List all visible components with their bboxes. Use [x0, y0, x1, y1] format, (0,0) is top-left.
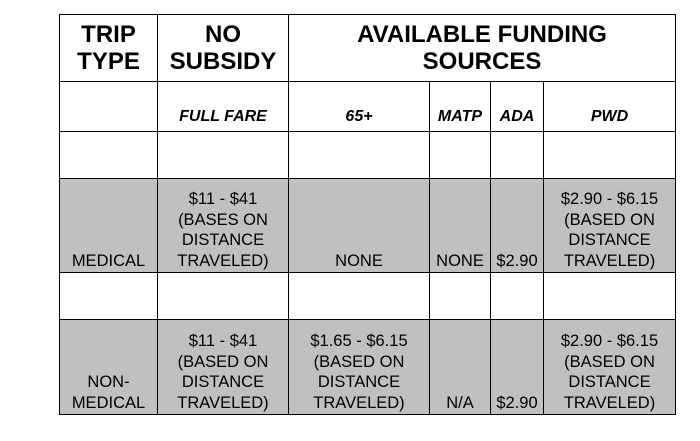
medical-pwd: $2.90 - $6.15 (BASED ON DISTANCE TRAVELED) [544, 179, 676, 273]
non-medical-trip-type: NON- MEDICAL [60, 320, 158, 415]
header-trip-type: TRIP TYPE [60, 15, 158, 82]
medical-trip-type: MEDICAL [60, 179, 158, 273]
subheader-full-fare: FULL FARE [158, 82, 289, 132]
medical-65: NONE [289, 179, 430, 273]
table-row-medical [60, 179, 676, 273]
spacer-row [60, 132, 676, 179]
table-row-non-medical [60, 320, 676, 415]
medical-ada: $2.90 [491, 179, 544, 273]
subheader-row [60, 82, 676, 132]
non-medical-matp: N/A [430, 320, 491, 415]
header-row [60, 15, 676, 82]
subheader-pwd: PWD [544, 82, 676, 132]
medical-matp: NONE [430, 179, 491, 273]
non-medical-65: $1.65 - $6.15 (BASED ON DISTANCE TRAVELED) [289, 320, 430, 415]
medical-full-fare: $11 - $41 (BASES ON DISTANCE TRAVELED) [158, 179, 289, 273]
subheader-matp: MATP [430, 82, 491, 132]
non-medical-pwd: $2.90 - $6.15 (BASED ON DISTANCE TRAVELED) [544, 320, 676, 415]
non-medical-ada: $2.90 [491, 320, 544, 415]
spacer-row [60, 273, 676, 320]
header-no-subsidy: NO SUBSIDY [158, 15, 289, 82]
header-funding-sources: AVAILABLE FUNDING SOURCES [289, 15, 676, 82]
subheader-trip-type [60, 82, 158, 132]
non-medical-full-fare: $11 - $41 (BASED ON DISTANCE TRAVELED) [158, 320, 289, 415]
subheader-ada: ADA [491, 82, 544, 132]
fare-table [59, 14, 676, 415]
subheader-65: 65+ [289, 82, 430, 132]
